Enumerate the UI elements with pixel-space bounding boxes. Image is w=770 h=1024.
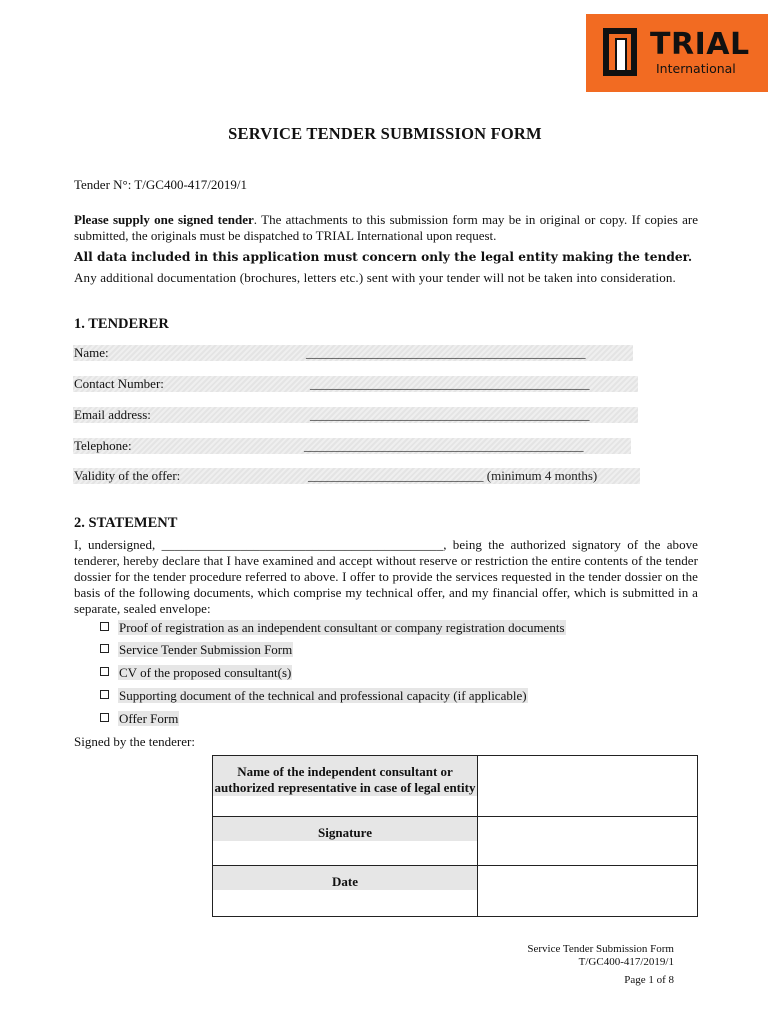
checklist-item[interactable] [100,641,293,658]
checklist-item[interactable] [100,710,179,727]
checkbox-icon[interactable] [100,713,109,722]
logo-wordmark: TRIAL [650,27,750,62]
checklist-item-label: Offer Form [119,711,179,726]
email-input[interactable]: ___________________________________________ [310,407,590,422]
signature-table [212,755,698,917]
checkbox-icon[interactable] [100,667,109,676]
date-cell [213,866,478,917]
name-of-consultant-cell [213,756,478,817]
validity-label: Validity of the offer: [74,468,181,483]
validity-field[interactable] [73,468,640,484]
footer-reference: T/GC400-417/2019/1 [578,956,674,968]
trial-international-logo [586,14,768,92]
telephone-input[interactable]: ___________________________________________ [304,438,584,453]
name-of-consultant-label: Name of the independent consultant or authorized representative in case of legal entity [214,764,476,795]
signature-cell [213,817,478,866]
signature-label: Signature [318,825,372,840]
checkbox-icon[interactable] [100,690,109,699]
name-input[interactable]: ___________________________________________ [306,345,586,360]
checklist-item-label: Service Tender Submission Form [119,642,293,657]
checkbox-icon[interactable] [100,644,109,653]
checklist-item-label: Supporting document of the technical and professional capacity (if applicable) [119,688,527,703]
all-data-notice: All data included in this application must concern only the legal entity making the tender. [74,250,693,264]
logo-subtitle: International [656,61,736,76]
checklist-item[interactable] [100,687,528,704]
checkbox-icon[interactable] [100,622,109,631]
signature-input[interactable] [478,817,698,866]
contact-number-field[interactable] [73,376,638,392]
section-statement-heading: 2. STATEMENT [74,515,178,531]
intro-bold-lead: Please supply one signed tender [74,212,254,227]
date-input[interactable] [478,866,698,917]
table-row [213,817,698,866]
checklist-item[interactable] [100,664,292,681]
tender-number: Tender N°: T/GC400-417/2019/1 [74,177,248,192]
email-label: Email address: [74,407,151,422]
intro-paragraph [74,212,698,244]
validity-input[interactable]: ___________________________ (minimum 4 months) [308,468,598,483]
contact-number-label: Contact Number: [74,376,164,391]
table-row [213,756,698,817]
page-number: Page 1 of 8 [624,974,674,986]
additional-docs-notice: Any additional documentation (brochures, letters etc.) sent with your tender will not be taken into consideration. [74,270,676,285]
telephone-label: Telephone: [74,438,132,453]
checklist-item-label: Proof of registration as an independent consultant or company registration documents [119,620,565,635]
door-logo-icon [603,28,637,76]
intro-rest: . The attachments to this submission form may be in original or copy. If copies are submitted, the originals must be dispatched to TRIAL International upon request. [74,212,699,243]
date-label: Date [332,874,358,889]
name-of-consultant-input[interactable] [478,756,698,817]
checklist-item[interactable] [100,619,566,636]
footer-form-name: Service Tender Submission Form [527,943,674,955]
statement-text: I, undersigned, ___________________________________________, being the authorized signatory of the above tenderer, hereby declare that I have examined and accept without reserve or restriction the entire contents of the tender dossier for the tender procedure referred to above. I offer to provide the services requested in the tender dossier on the basis of the following documents, which comprise my technical offer, and my financial offer, which is submitted in a separate, sealed envelope: [74,537,698,616]
table-row [213,866,698,917]
contact-number-input[interactable]: ___________________________________________ [310,376,590,391]
email-field[interactable] [73,407,638,423]
checklist-item-label: CV of the proposed consultant(s) [119,665,292,680]
name-field[interactable] [73,345,633,361]
section-tenderer-heading: 1. TENDERER [74,316,169,332]
signed-by-label: Signed by the tenderer: [74,734,195,749]
telephone-field[interactable] [73,438,631,454]
name-label: Name: [74,345,109,360]
form-title: SERVICE TENDER SUBMISSION FORM [228,124,542,143]
